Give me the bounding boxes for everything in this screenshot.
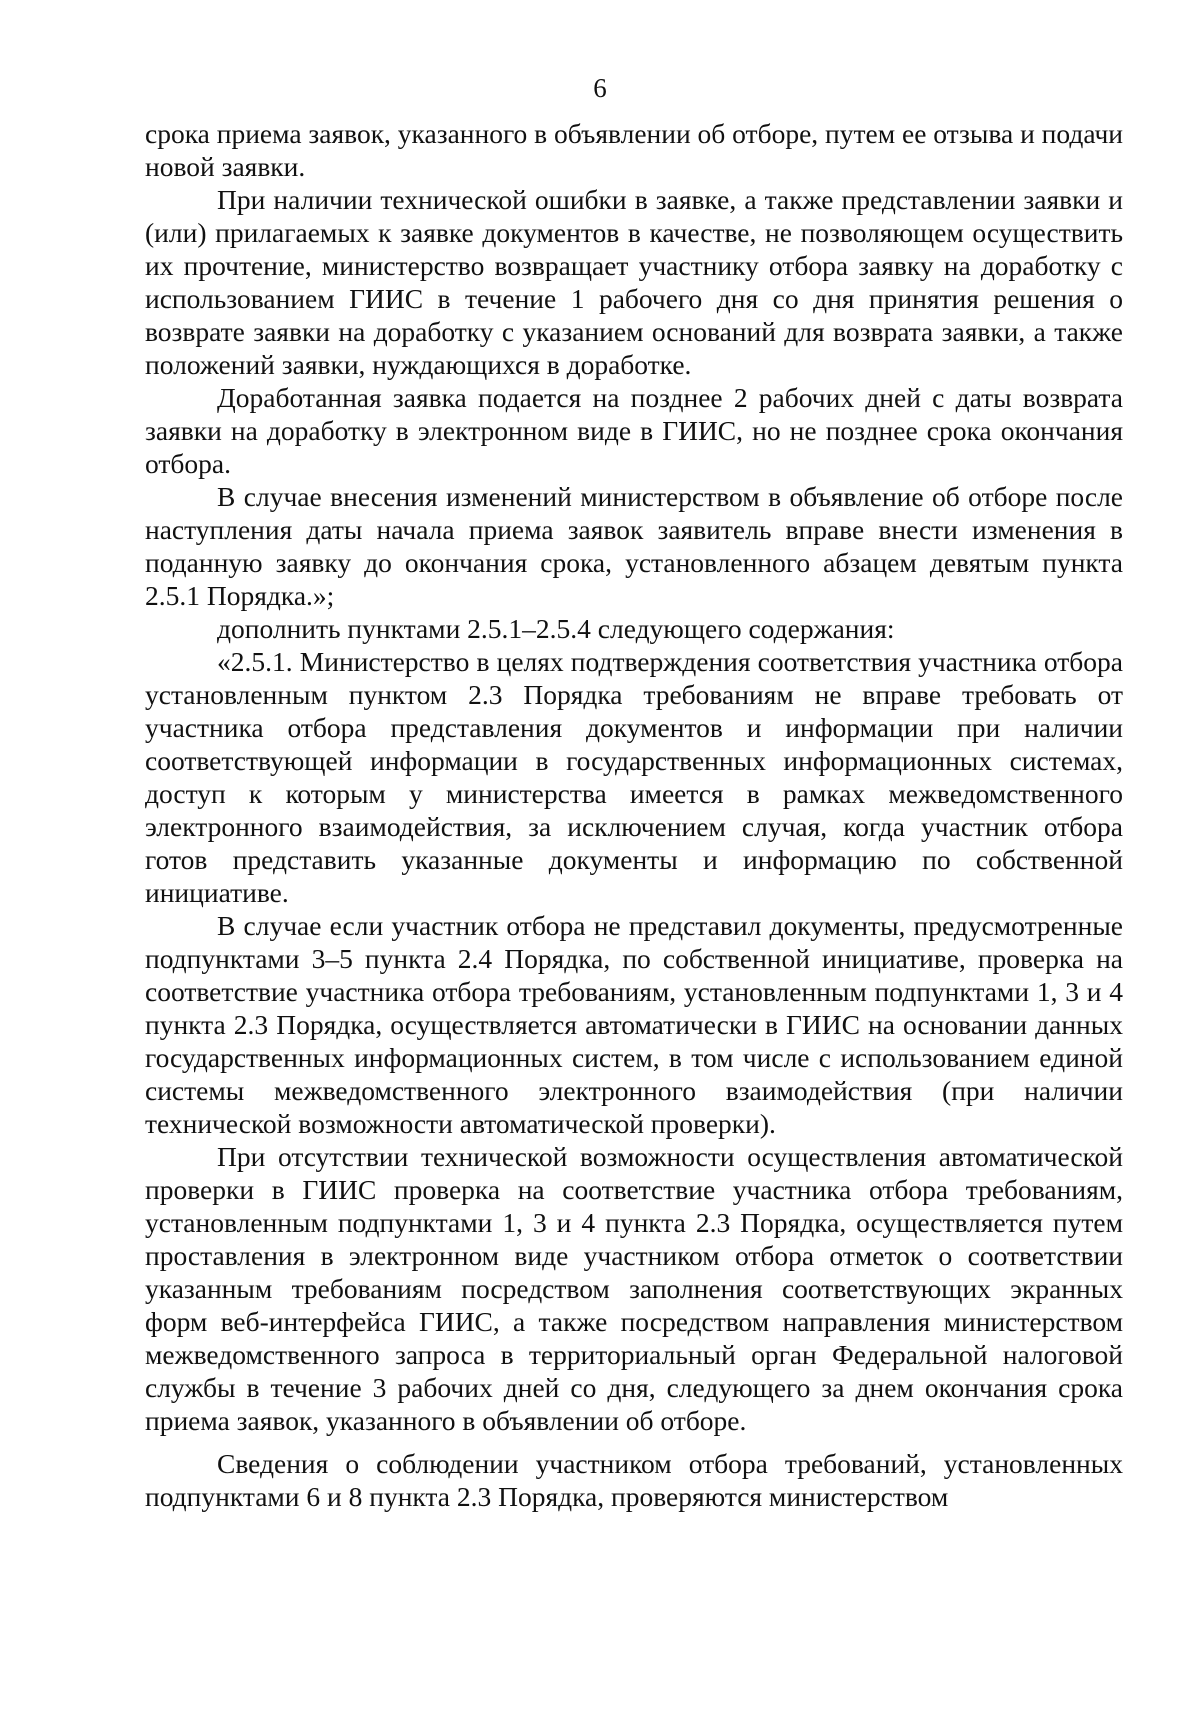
- paragraph-supplement-items: дополнить пунктами 2.5.1–2.5.4 следующего содержания:: [217, 613, 895, 644]
- paragraph-item-2-5-1: «2.5.1. Министерство в целях подтверждения соответствия участника отбора установленным пунктом 2.3 Порядка требованиям не вправе требовать от участника отбора представления документов и информации при наличии соответствующей информации в государственных информационных системах, доступ к которым у министерства имеется в рамках межведомственного электронного взаимодействия, за исключением случая, когда участник отбора готов представить указанные документы и информацию по собственной инициативе.: [145, 646, 1123, 908]
- paragraph-technical-error: При наличии технической ошибки в заявке, а также представлении заявки и (или) прилагаемых к заявке документов в качестве, не позволяющем осуществить их прочтение, министерство возвращает участнику отбора заявку на доработку с использованием ГИИС в течение 1 рабочего дня со дня принятия решения о возврате заявки на доработку с указанием оснований для возврата заявки, а также положений заявки, нуждающихся в доработке.: [145, 184, 1123, 380]
- paragraph-automatic-check: В случае если участник отбора не представил документы, предусмотренные подпунктами 3–5 пункта 2.4 Порядка, по собственной инициативе, проверка на соответствие участника отбора требованиям, установленным подпунктами 1, 3 и 4 пункта 2.3 Порядка, осуществляется автоматически в ГИИС на основании данных государственных информационных систем, в том числе с использованием единой системы межведомственного электронного взаимодействия (при наличии технической возможности автоматической проверки).: [145, 910, 1123, 1139]
- document-body: [145, 117, 1123, 1513]
- paragraph-revised-application: Доработанная заявка подается на позднее 2 рабочих дней с даты возврата заявки на доработку в электронном виде в ГИИС, но не позднее срока окончания отбора.: [145, 382, 1123, 479]
- paragraph-continuation: срока приема заявок, указанного в объявлении об отборе, путем ее отзыва и подачи новой заявки.: [145, 118, 1123, 182]
- page-number: 6: [593, 73, 607, 103]
- paragraph-no-technical-possibility: При отсутствии технической возможности осуществления автоматической проверки в ГИИС проверка на соответствие участника отбора требованиям, установленным подпунктами 1, 3 и 4 пункта 2.3 Порядка, осуществляется путем проставления в электронном виде участником отбора отметок о соответствии указанным требованиям посредством заполнения соответствующих экранных форм веб-интерфейса ГИИС, а также посредством направления министерством межведомственного запроса в территориальный орган Федеральной налоговой службы в течение 3 рабочих дней со дня, следующего за днем окончания срока приема заявок, указанного в объявлении об отборе.: [145, 1141, 1123, 1436]
- paragraph-requirements-check: Сведения о соблюдении участником отбора требований, установленных подпунктами 6 и 8 пункта 2.3 Порядка, проверяются министерством: [145, 1448, 1123, 1512]
- paragraph-changes-announcement: В случае внесения изменений министерством в объявление об отборе после наступления даты начала приема заявок заявитель вправе внести изменения в поданную заявку до окончания срока, установленного абзацем девятым пункта 2.5.1 Порядка.»;: [145, 481, 1123, 611]
